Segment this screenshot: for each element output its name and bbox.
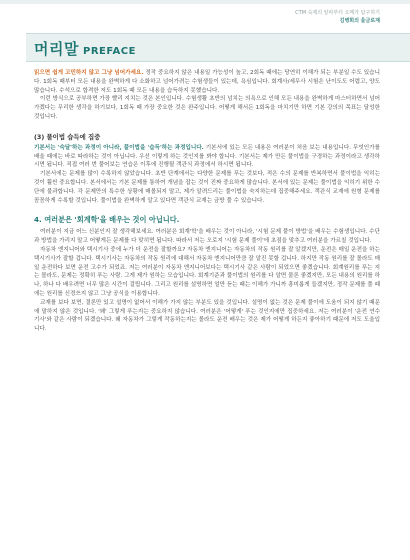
page-title: [34, 38, 136, 59]
intro-paragraph-1: [34, 69, 380, 95]
section-3-text: 기본서에 있는 모든 내용은 여러분이 처음 보는 내용입니다. 무엇인가를 배울 때에는 바로 따라하는 것이 아닙니다. 우선 이렇게 하는 것인지를 봐야 합니다. 기본서는 제가 만든 풀이법을 구경하는 과정이라고 생각하시면 됩니다. 직접 여러 번 풀어보는 연습은 이후에 진행될 객관식 과정에서 하시면 됩니다.: [34, 144, 380, 169]
section-3-paragraph-2: 기본서에는 문제를 많이 수록하지 않았습니다. 초반 단계에서는 다양한 문제를 푸는 것보다, 적은 수의 문제를 반복하면서 풀이법을 익히는 것이 훨씬 중요합니다. 본서에서는 기본 문제를 통하여 개념을 잡는 것이 진짜 중요하게 많습니다. 본서에 있는 문제는 풀이법을 익히기 위한 수단에 불과합니다. 각 문제만의 특수한 상황에 매몰되지 말고, 제가 알려드리는 풀이법을 숙지하는데 집중해주세요. 객관식 교재에 원형 문제를 꼼꼼하게 수록할 것입니다. 풀이법을 완벽하게 알고 있다면 객관식 교재는 금방 풀 수 있습니다.: [34, 171, 380, 204]
section-4-title: 4. 여러분은 '회계학'을 배우는 것이 아닙니다.: [34, 215, 180, 225]
section-4-paragraph-3: 교재를 보다 보면, 결론만 있고 설명이 없어서 이해가 가지 않는 부분도 있을 것입니다. 설명이 없는 것은 문제 풀이에 도움이 되지 않기 때문에 말하지 않은 것입니다. '왜' 그렇게 푸는지는 중요하지 않습니다. 여러분은 '어떻게' 푸는 것인지에만 집중하세요. 저는 여러분이 '운전 연수 기사'와 같은 사람이 되겠습니다. 왜 자동차가 그렇게 작동하는지는 몰라도 운전 배우는 것은 제가 어떻게 하든지 좋아하기 때문에 저도 도울입니다.: [34, 299, 380, 333]
intro-text: 정작 중요하지 않은 내용일 가능성이 높고, 2회독 때에는 당연히 이해가 되는 부분일 수도 있습니다. 1회독 때부터 모든 내용을 완벽하게 다 소화하고 넘어가려는 수험생들이 있는데, 욕심입니다. 회계사/세무사 시험은 난이도도 어렵고, 양도 많습니다. 수석으로 합격한 저도 1회독 때 모든 내용을 습득하지 못했습니다.: [34, 70, 380, 94]
body-content: [34, 69, 380, 334]
intro-paragraph-2: 이런 방식으로 공부하면 가장 빨리 지치는 것은 본인입니다. 수험생활 초반의 넘치는 의욕으로 인해 모든 내용을 완벽하게 마스터하면서 넘어가겠다는 무리한 생각을 하기보다, 1회독 때 가장 중요한 것은 완주입니다. 어떻게 해서든 1회독을 마치기만 하면 기본 강의의 목표는 달성한 것입니다.: [34, 96, 381, 120]
intro-highlight: 읽으면 쉽게 고민하지 않고 그냥 넘어가세요.: [34, 70, 144, 76]
section-4-paragraph-2: 자동차 엔지니어와 택시기사 중에 누가 더 운전을 잘할까요? 자동차 엔지니어는 자동차의 작동 원리를 잘 알겠지만, 운전은 매일 운전을 하는 택시기사가 잘할 겁니다. 택시기사는 자동차의 작동 원리에 대해서 자동차 엔지니어만큼 잘 알진 못할 겁니다. 하지만 작동 원리를 잘 몰라도 매일 운전하다 보면 운전 고수가 되었죠. 저는 여러분이 자동차 엔지니어보다는 택시기사 같은 사람이 되었으면 좋겠습니다. 회계원리를 푸는 지는 몰라도, 문제는 정확히 푸는 사람. 그게 제가 원하는 모습입니다. 회계기준과 풀이법의 원리를 다 알면 물론 좋겠지만, 모든 내용의 원리를 하나, 하나 다 배우려면 너무 많은 시간이 걸립니다. 그리고 원리를 설명하면 얼만 듣는 때는 이해가 가니까 흥미롭게 들겠지만, 정작 문제를 풀 때에는 원리를 신경쓰지 않고 그냥 공식을 이용합니다.: [34, 246, 380, 297]
preface-banner: [26, 33, 410, 62]
header-strip: [0, 0, 410, 4]
section-3-paragraph-1: [34, 144, 380, 170]
section-3-highlight: 기본서는 '숙달'하는 과정이 아니라, 풀이법을 '습득'하는 과정입니다.: [34, 144, 204, 151]
section-4-paragraph-1: 여러분이 지금 어느 신분인지 잘 생각해보세요. 여러분은 회계'학'을 배우는 것이 아니라, '시험 문제 풀이 방법'을 배우는 수험생입니다. 수단과 방법을 가리지 말고 어떻게든 문제를 다 맞히면 됩니다. 따라서 저는 오로지 '시험 문제 풀이'에 초점을 맞추고 여러분을 가르칠 것입니다.: [34, 229, 380, 245]
section-3-title: (3) 풀이법 습득에 집중: [34, 132, 101, 141]
series-line: CTM 숙제의 알파부터 오메가 탐구하기: [295, 10, 380, 16]
author-line: 김병희의 울금로재: [339, 18, 380, 24]
running-header: [200, 9, 380, 25]
title-english: PREFACE: [82, 46, 136, 57]
title-korean: 머리말: [34, 40, 79, 58]
